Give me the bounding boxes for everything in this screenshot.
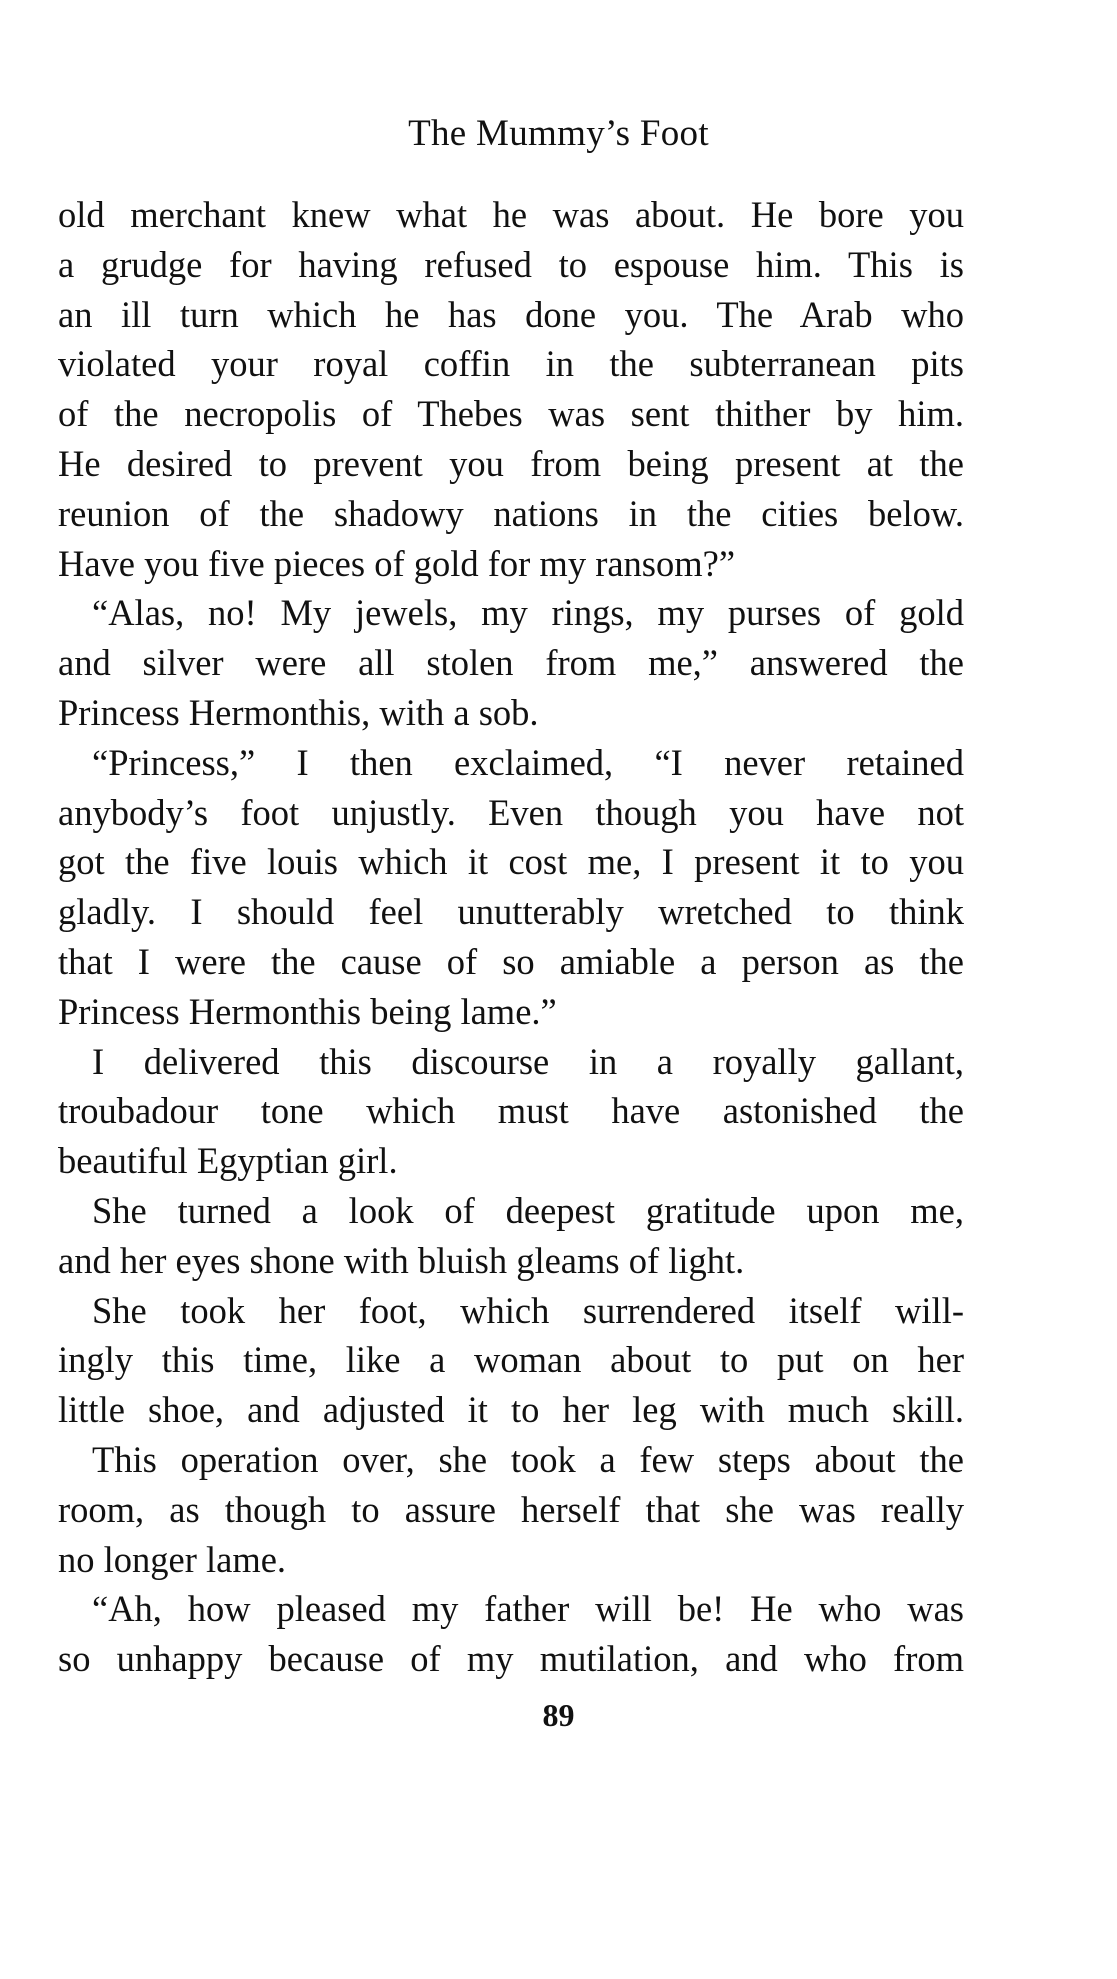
text-line: and silver were all stolen from me,” answered the [58, 642, 964, 684]
text-line: so unhappy because of my mutilation, and who from [58, 1638, 964, 1680]
page-number: 89 [542, 1697, 575, 1733]
text-line: ingly this time, like a woman about to put on her [58, 1339, 964, 1381]
text-line: room, as though to assure herself that she was really [58, 1488, 964, 1530]
text-line: This operation over, she took a few steps about the [92, 1438, 964, 1480]
text-line: He desired to prevent you from being present at the [58, 442, 964, 484]
text-line: She took her foot, which surrendered itself will- [92, 1289, 964, 1331]
text-line: of the necropolis of Thebes was sent thither by him. [58, 393, 964, 435]
text-line: “Alas, no! My jewels, my rings, my purses of gold [92, 592, 964, 634]
text-line: I delivered this discourse in a royally gallant, [92, 1040, 964, 1082]
text-line: got the five louis which it cost me, I present it to you [58, 841, 964, 883]
text-line: that I were the cause of so amiable a person as the [58, 940, 964, 982]
text-line: She turned a look of deepest gratitude upon me, [92, 1189, 964, 1231]
text-line: gladly. I should feel unutterably wretched to think [58, 891, 964, 933]
text-line: Princess Hermonthis, with a sob. [58, 691, 539, 733]
text-line: “Ah, how pleased my father will be! He who was [92, 1588, 964, 1630]
running-head-title: The Mummy’s Foot [408, 113, 709, 154]
text-line: little shoe, and adjusted it to her leg with much skill. [58, 1389, 964, 1431]
text-line: Have you five pieces of gold for my ransom?” [58, 542, 736, 584]
text-line: an ill turn which he has done you. The Arab who [58, 293, 964, 335]
text-line: a grudge for having refused to espouse him. This is [58, 243, 964, 285]
text-line: reunion of the shadowy nations in the cities below. [58, 492, 964, 534]
text-line: and her eyes shone with bluish gleams of light. [58, 1239, 745, 1281]
text-line: Princess Hermonthis being lame.” [58, 990, 557, 1032]
text-line: violated your royal coffin in the subterranean pits [58, 343, 964, 385]
text-line: anybody’s foot unjustly. Even though you have not [58, 791, 964, 833]
text-line: old merchant knew what he was about. He bore you [58, 194, 964, 235]
text-line: beautiful Egyptian girl. [58, 1140, 398, 1182]
text-line: “Princess,” I then exclaimed, “I never retained [92, 741, 964, 783]
text-line: troubadour tone which must have astonished the [58, 1090, 964, 1132]
text-line: no longer lame. [58, 1538, 287, 1580]
body-text [58, 190, 964, 1684]
